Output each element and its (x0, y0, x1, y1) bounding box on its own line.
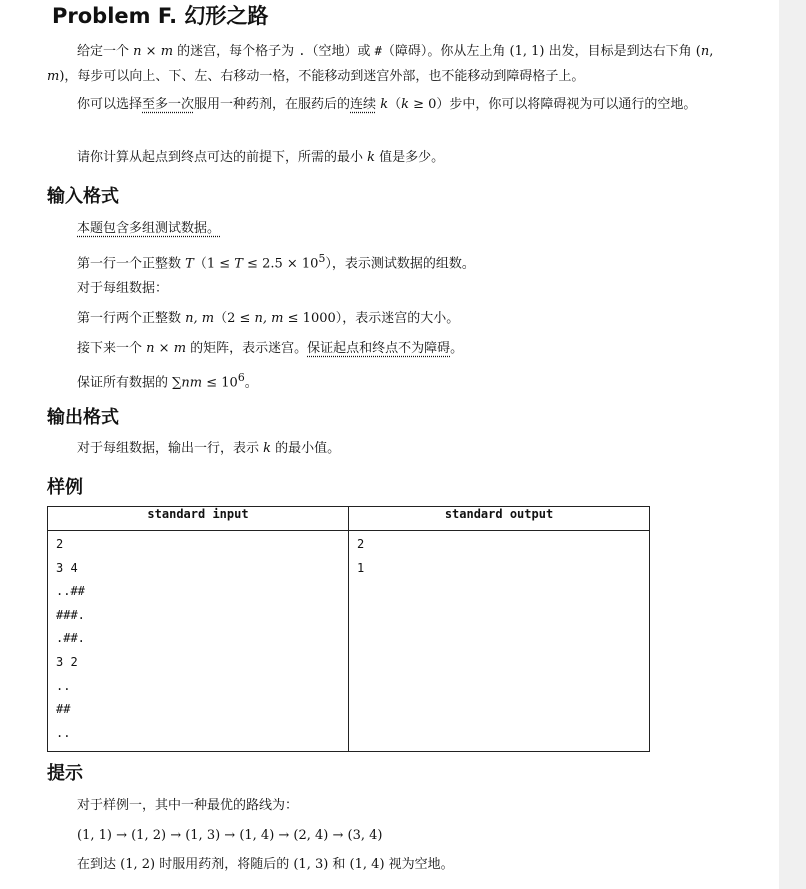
output-format-heading: 输出格式 (47, 407, 119, 428)
hint-heading: 提示 (47, 763, 83, 784)
math-k: k (401, 97, 409, 112)
hint-explain: 在到达 (1, 2) 时服用药剂，将随后的 (1, 3) 和 (1, 4) 视为空地。 (77, 857, 454, 872)
text: )，每步可以向上、下、左、右移动一格，不能移动到迷宫外部，也不能移动到障碍格子上。 (59, 69, 585, 84)
output-line: 2 (357, 537, 365, 551)
code-empty-cell: . (298, 44, 306, 58)
math-k: k (367, 150, 376, 165)
input-line: .. (56, 678, 71, 693)
emphasis-consecutive: 连续 (350, 97, 377, 112)
text: 对于每组数据，输出一行，表示 (77, 441, 264, 456)
text: 。 (244, 375, 258, 391)
text: , (709, 44, 714, 59)
math-n: n (700, 44, 710, 59)
text: 的最小值。 (271, 441, 341, 456)
input-line-each: 对于每组数据： (77, 281, 169, 296)
sample-header-row (48, 507, 650, 531)
math-m: m (47, 69, 60, 84)
emphasis-at-most-once: 至多一次 (142, 97, 195, 112)
text: 请你计算从起点到终点可达的前提下，所需的最小 (77, 150, 368, 165)
math-m: m (160, 44, 174, 59)
sample-heading: 样例 (47, 477, 83, 498)
text: 服用一种药剂，在服药后的 (194, 97, 351, 112)
sample-output-cell (349, 531, 650, 752)
multi-test-note (77, 219, 220, 239)
input-line: 3 2 (56, 654, 78, 669)
emphasis-guarantee: 保证起点和终点不为障碍 (307, 341, 451, 356)
scrollbar-track[interactable] (779, 0, 806, 889)
text: 第一行两个正整数 (77, 311, 186, 326)
code-obstacle-cell: # (374, 44, 382, 58)
input-line: ..## (56, 584, 85, 599)
math-t: T (234, 256, 243, 272)
text: 给定一个 (77, 44, 134, 59)
text: 你可以选择 (77, 97, 143, 112)
exponent: 5 (318, 252, 326, 265)
math-t: T (185, 256, 194, 272)
math-times: × (141, 44, 161, 59)
input-line-matrix (77, 339, 463, 359)
input-line-t (77, 249, 475, 274)
input-format-heading: 输入格式 (47, 186, 119, 207)
math-k: k (263, 441, 272, 456)
statement-paragraph-3 (47, 145, 715, 170)
text: ≤ 1000），表示迷宫的大小。 (283, 311, 460, 326)
text: ），表示测试数据的组数。 (325, 256, 475, 272)
text: 。 (450, 341, 464, 356)
statement-paragraph-1 (47, 39, 715, 89)
sample-input-cell (48, 531, 349, 752)
input-line: 2 (56, 537, 64, 551)
text: ≤ 2.5 × 10 (242, 256, 319, 272)
problem-title: Problem F. 幻形之路 (52, 4, 269, 28)
text: 值是多少。 (375, 150, 445, 165)
text: （2 ≤ (214, 311, 255, 326)
input-line: ###. (56, 607, 85, 622)
text: 接下来一个 (77, 341, 147, 356)
text: （ (388, 97, 402, 112)
math-m: m (173, 341, 187, 356)
text: 本题包含多组测试数据。 (77, 221, 221, 236)
input-line-sum (77, 368, 258, 393)
sample-body-row (48, 531, 650, 752)
statement-paragraph-2 (47, 92, 715, 117)
text: 保证所有数据的 ∑ (77, 375, 182, 391)
hint-intro: 对于样例一，其中一种最优的路线为： (77, 798, 299, 813)
text: 第一行一个正整数 (77, 256, 186, 272)
output-line (77, 439, 340, 459)
standard-input-header: standard input (48, 507, 349, 531)
text: （空地）或 (305, 44, 375, 59)
output-line: 1 (357, 560, 365, 575)
text: ≥ 0）步中，你可以将障碍视为可以通行的空地。 (409, 97, 697, 112)
text: 的迷宫，每个格子为 (173, 44, 299, 59)
text: ≤ 10 (202, 375, 238, 391)
math-nm: nm (181, 375, 203, 391)
input-line: ## (56, 702, 71, 717)
input-line: .. (56, 725, 71, 740)
text: 的矩阵，表示迷宫。 (186, 341, 308, 356)
math-n: n (133, 44, 142, 59)
math-times: × (154, 341, 174, 356)
math-nm: n, m (254, 311, 284, 326)
standard-output-header: standard output (349, 507, 650, 531)
input-line: 3 4 (56, 560, 78, 575)
input-line-nm (77, 309, 459, 329)
sample-table (47, 506, 650, 752)
input-line: .##. (56, 631, 85, 646)
math-nm: n, m (185, 311, 215, 326)
hint-path: (1, 1) → (1, 2) → (1, 3) → (1, 4) → (2, 4) → (3, 4) (77, 828, 383, 843)
exponent: 6 (237, 371, 245, 384)
text: （1 ≤ (193, 256, 235, 272)
math-n: n (146, 341, 155, 356)
text: （障碍）。你从左上角 (1, 1) 出发，目标是到达右下角 ( (381, 44, 701, 59)
math-k: k (380, 97, 389, 112)
